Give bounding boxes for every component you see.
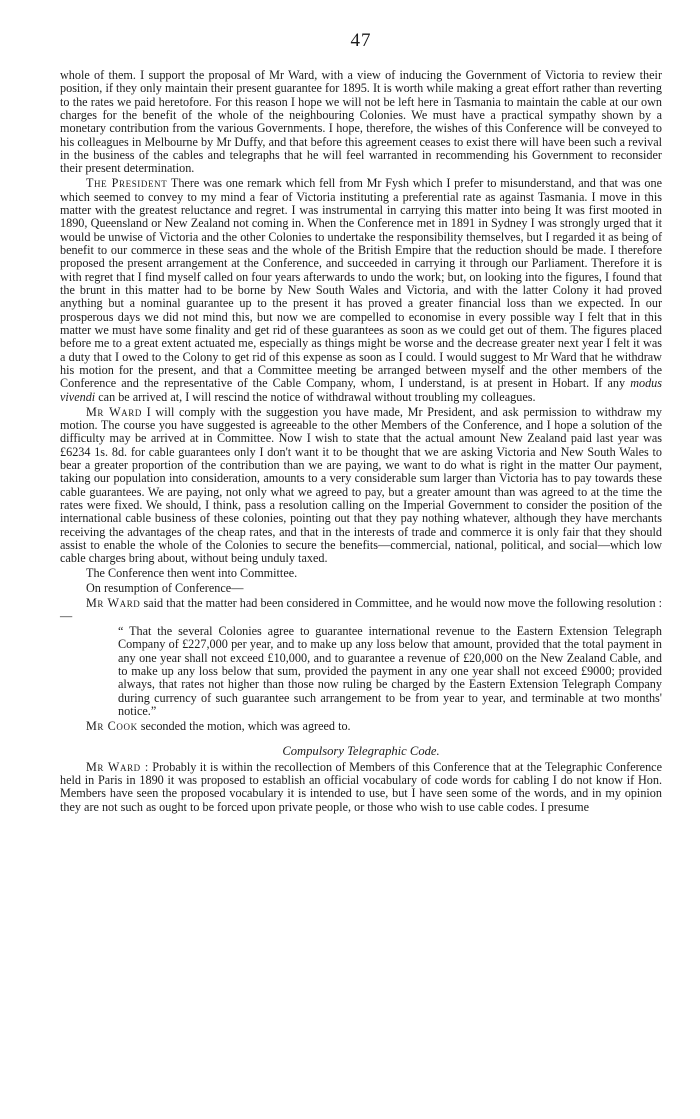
speaker-name: The President bbox=[86, 176, 168, 191]
resolution-quote: “ That the several Colonies agree to guarantee international revenue to the Eastern Extension Telegraph Company of £227,000 per year, and to make up any loss below that amount, provided that the total payment in any one year shall not exceed £10,000, and to guarantee a revenue of £20,000 on the New Zealand Cable, and to make up any loss below that sum, provided the payment in any one year shall not exceed £9000; provided always, that rates not higher than those now ruling be charged by the Eastern Extension Telegraph Company during currency of such guarantee such arrangement to be from year to year, and terminable at two months' notice.” bbox=[118, 624, 662, 719]
speech-text-end: can be arrived at, I will rescind the notice of withdrawal without troubling my colleagues. bbox=[98, 389, 536, 404]
speaker-name: Mr Ward bbox=[86, 404, 142, 419]
cook-seconded bbox=[60, 720, 662, 733]
speaker-name: Mr Ward : bbox=[86, 759, 149, 774]
ward-resolution-intro bbox=[60, 597, 662, 624]
seconded-text: seconded the motion, which was agreed to. bbox=[140, 719, 351, 733]
committee-note: The Conference then went into Committee. bbox=[86, 566, 298, 581]
speech-text: I will comply with the suggestion you have made, Mr President, and ask permission to withdraw my motion. The course you have suggested is agreeable to the other Members of the Conference, and I hope a solution of the difficulty may be arrived at in Committee. Now I wish to state that the actual amount New Zealand paid last year was £6234 1s. 8d. for cable guarantees only I don't want it to be thought that we are asking Victoria and New South Wales to bear a greater proportion of the contribution than we are paying, we want to do what is right in the matter Our payment, taking our population into consideration, amounts to a very considerable sum larger than Victoria has to pay towards these cable guarantees. We are paying, not only what we agreed to pay, but a greater amount than was agreed to at the time the rates were fixed. We should, I think, pass a resolution calling on the Imperial Government to consider the position of the international cable business of these colonies, pointing out that they pay nothing whatever, although they have merchants receiving the advantages of the cheap rates, and that in the interests of trade and commerce it is only fair that they should assist to enable the whole of the Colonies to secure the benefits—commercial, national, political, and social—which low cable charges bring about, without being unduly taxed. bbox=[60, 404, 663, 566]
resolution-intro-text: said that the matter had been considered in Committee, and he would now move the following resolution :— bbox=[60, 595, 663, 624]
body-text bbox=[60, 69, 662, 814]
speech-text: There was one remark which fell from Mr Fysh which I prefer to misunderstand, and that was one which seemed to convey to my mind a fear of Victoria instituting a preferential rate as against Tasmania. I move in this matter with the greatest reluctance and regret. I was instrumental in carrying this matter into being It was first mooted in 1890, Queensland or New Zealand not coming in. When the Conference met in 1891 in Sydney I was strongly urged that it would be unwise of Victoria and the other Colonies to undertake the responsibility themselves, but I regarded it as being of benefit to our commerce in these seas and the whole of the British Empire that the reduction should be made. I therefore proposed the present arrangement at the Conference, and succeeded in carrying it through our Parliament. Therefore it is with regret that I find myself called on four years afterwards to undo the work; but, on looking into the figures, I found that the brunt in this matter had to be borne by New South Wales and Victoria, and with the latter Colony it had proved anything but a nominal guarantee up to the present it has proved a greater financial loss than we expected. In our prosperous days we did not mind this, but now we are compelled to economise in every possible way I felt that in this matter we must have some finality and get rid of these guarantees as soon as we could get out of them. The figures placed before me to a great extent actuated me, especially as things might be worse and the decrease greater next year I felt it was a duty that I owed to the Colony to get rid of this expense as soon as I could. I would suggest to Mr Ward that he withdraw his motion for the present, and that a Committee meeting be arranged between myself and the other members of the Conference and the representative of the Cable Company, whom, I understand, is at present in Hobart. If any bbox=[60, 176, 663, 391]
speaker-name: Mr Cook bbox=[86, 719, 138, 733]
resumption-note: On resumption of Conference— bbox=[86, 581, 244, 596]
president-speech bbox=[60, 177, 662, 404]
speaker-name: Mr Ward bbox=[86, 595, 141, 610]
paragraph-continuation: whole of them. I support the proposal of Mr Ward, with a view of inducing the Government of Victoria to review their position, if they only maintain their present guarantee for 1895. It is worth while making a great effort rather than reverting to the rates we paid heretofore. For this reason I hope we will not be left here in Tasmania to maintain the cable at our own charges for the benefit of the whole of the neighbouring Colonies. We must have a practical sympathy shown by a monetary contribution from the various Governments. I hope, therefore, the wishes of this Conference will be conveyed to his colleagues in Melbourne by Mr Duffy, and that before this agreement ceases to exist there will have been such a revival in the business of the cables and telegraphs that he will feel warranted in recommending his Government to reconsider their present determination. bbox=[60, 68, 662, 176]
section-heading: Compulsory Telegraphic Code. bbox=[282, 744, 440, 759]
speech-text: Probably it is within the recollection of Members of this Conference that at the Telegraphic Conference held in Paris in 1890 it was proposed to establish an official vocabulary of code words for cabling I do not know if Hon. Members have seen the proposed vocabulary it is intended to use, but I have seen some of the words, and in my opinion they are not such as ought to be forced upon private people, or those who wish to use cable codes. I presume bbox=[60, 759, 662, 814]
page-number: 47 bbox=[350, 30, 372, 51]
italic-phrase: modus vivendi bbox=[60, 376, 663, 404]
ward-code-speech bbox=[60, 761, 662, 814]
ward-speech bbox=[60, 406, 662, 566]
